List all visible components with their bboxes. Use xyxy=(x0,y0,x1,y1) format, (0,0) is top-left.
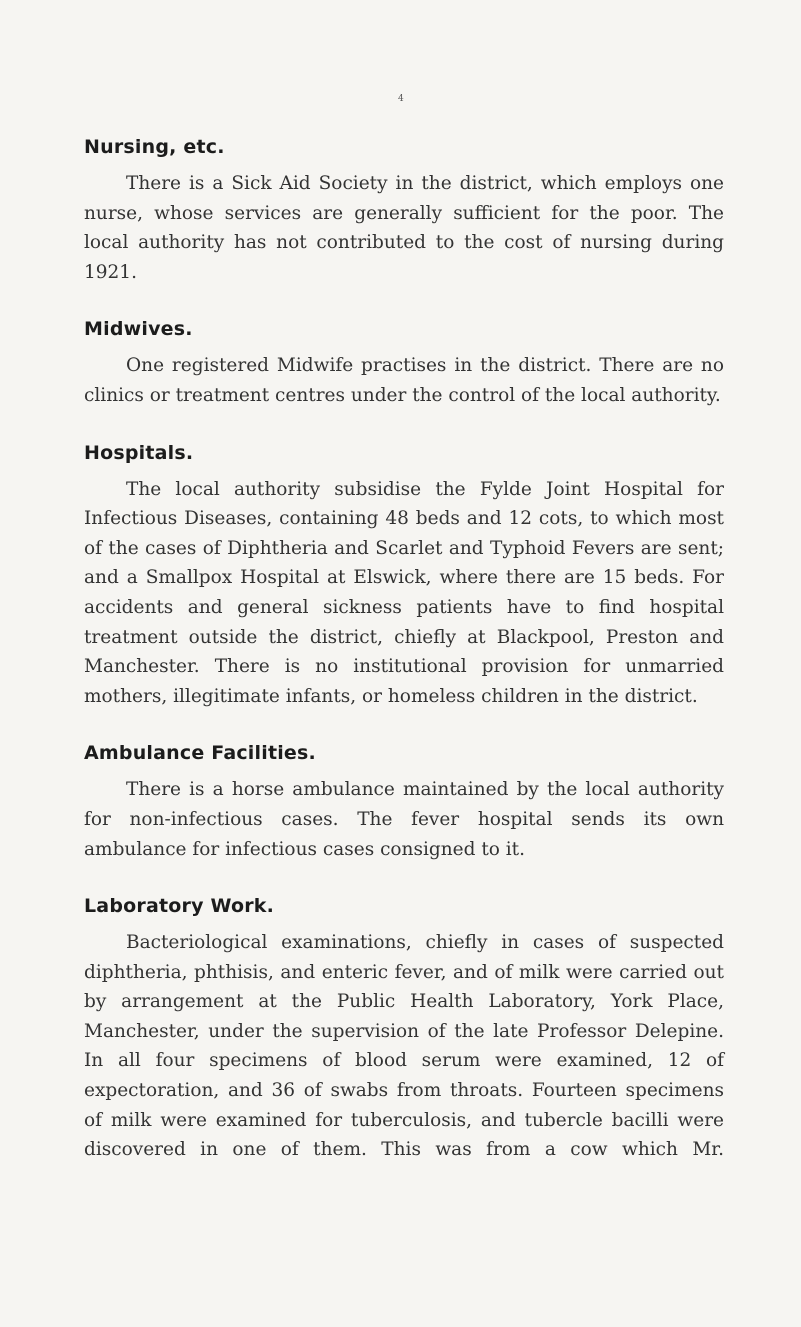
section-ambulance xyxy=(84,742,724,864)
document-page xyxy=(84,136,724,1165)
section-heading: Hospitals. xyxy=(84,441,194,464)
section-paragraph: Bacteriological examinations, chiefly in cases of suspected diphtheria, phthisis, and enteric fever, and of milk were carried out by arrangement at the Public Health Laboratory, York Place, Manchester, under the supervision of the late Professor Delepine. In all four specimens of blood serum were examined, 12 of expectoration, and 36 of swabs from throats. Fourteen specimens of milk were examined for tuberculosis, and tubercle bacilli were discovered in one of them. This was from a cow which Mr. xyxy=(84,932,724,1161)
section-laboratory xyxy=(84,895,724,1165)
section-nursing xyxy=(84,136,724,287)
section-midwives xyxy=(84,318,724,410)
section-paragraph: One registered Midwife practises in the district. There are no clinics or treatment centres under the control of the local authority. xyxy=(84,355,724,406)
section-heading: Laboratory Work. xyxy=(84,895,275,918)
section-paragraph: The local authority subsidise the Fylde Joint Hospital for Infectious Diseases, containing 48 beds and 12 cots, to which most of the cases of Diphtheria and Scarlet and Typhoid Fevers are sent; and a Smallpox Hospital at Elswick, where there are 15 beds. For accidents and general sickness patients have to find hospital treatment outside the district, chiefly at Blackpool, Preston and Manchester. There is no institutional provision for unmarried mothers, illegitimate infants, or homeless children in the district. xyxy=(84,478,724,707)
page-number: 4 xyxy=(398,94,404,104)
section-paragraph: There is a Sick Aid Society in the district, which employs one nurse, whose services are generally sufficient for the poor. The local authority has not contributed to the cost of nursing during 1921. xyxy=(84,173,724,283)
section-heading: Midwives. xyxy=(84,318,193,341)
section-heading: Nursing, etc. xyxy=(84,136,225,158)
section-hospitals xyxy=(84,442,724,712)
section-paragraph: There is a horse ambulance maintained by the local authority for non-infectious cases. The fever hospital sends its own ambulance for infectious cases consigned to it. xyxy=(84,779,724,860)
section-heading: Ambulance Facilities. xyxy=(84,742,316,765)
